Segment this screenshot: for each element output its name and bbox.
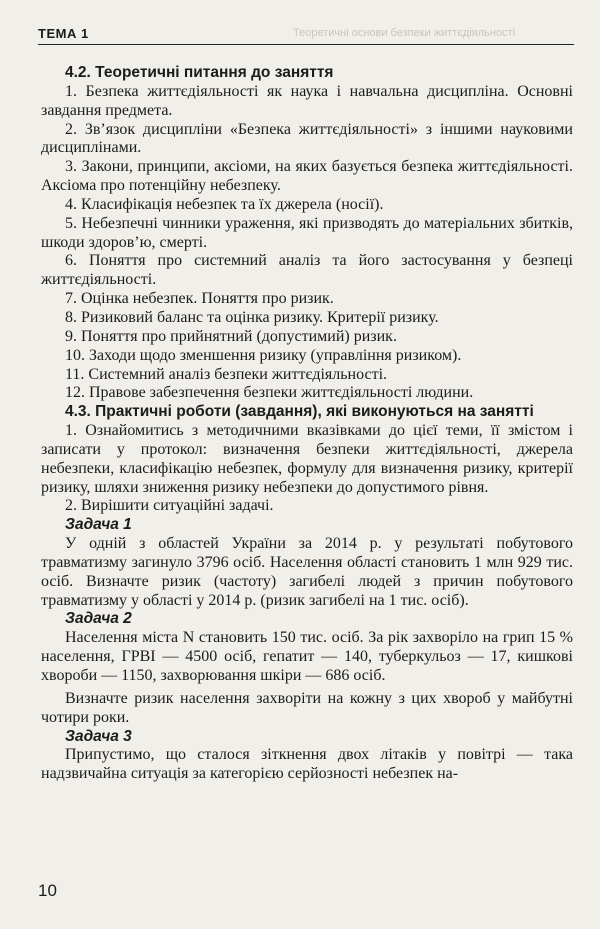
question-item: 8. Ризиковий баланс та оцінка ризику. Критерії ризику. — [65, 308, 439, 326]
question-item: 6. Поняття про системний аналіз та його застосування у безпеці життєдіяльності. — [41, 252, 573, 289]
task-2-question: Визначте ризик населення захворіти на кожну з цих хвороб у майбутні чотири роки. — [41, 689, 573, 726]
page-number: 10 — [38, 881, 57, 900]
task-2-title: Задача 2 — [65, 610, 132, 628]
page-body — [41, 64, 573, 784]
question-item: 10. Заходи щодо зменшення ризику (управління ризиком). — [65, 346, 462, 364]
practical-task-2: 2. Вирішити ситуаційні задачі. — [65, 497, 274, 515]
question-item: 5. Небезпечні чинники ураження, які призводять до матеріальних збитків, шкоди здоров’ю, смерті. — [41, 214, 573, 251]
question-item: 7. Оцінка небезпек. Поняття про ризик. — [65, 290, 334, 308]
task-2-text: Населення міста N становить 150 тис. осіб. За рік захворіло на грип 15 % населення, ГРВІ — 4500 осіб, гепатит — 140, туберкульоз — 17, кишкові хвороби — 1150, захворювання шкіри — 686 осіб. — [41, 629, 573, 684]
question-item: 1. Безпека життєдіяльності як наука і навчальна дисципліна. Основні завдання предмета. — [41, 82, 573, 119]
question-item: 4. Класифікація небезпек та їх джерела (носії). — [65, 195, 384, 213]
task-3-title: Задача 3 — [65, 727, 132, 745]
section-42-title: 4.2. Теоретичні питання до заняття — [65, 64, 334, 81]
question-item: 9. Поняття про прийнятний (допустимий) ризик. — [65, 327, 397, 345]
bleed-through-text: Теоретичні основи безпеки життєдіяльності — [293, 27, 516, 39]
question-item: 3. Закони, принципи, аксіоми, на яких базується безпека життєдіяльності. Аксіома про потенційну небезпеку. — [41, 158, 573, 195]
running-header — [38, 26, 574, 45]
practical-task-1: 1. Ознайомитись з методичними вказівками до цієї теми, її змістом і записати у протокол: визначення безпеки життєдіяльності, джерела небезпеки, класифікацію небезпек, формулу для визначення ризику, критерії ризику, шляхи зниження ризику небезпеки до допустимого рівня. — [41, 422, 573, 496]
chapter-label: ТЕМА 1 — [38, 26, 89, 41]
task-1-title: Задача 1 — [65, 516, 132, 534]
question-item: 11. Системний аналіз безпеки життєдіяльності. — [65, 365, 388, 383]
question-item: 12. Правове забезпечення безпеки життєдіяльності людини. — [65, 384, 474, 402]
question-item: 2. Зв’язок дисципліни «Безпека життєдіяльності» з іншими науковими дисциплінами. — [41, 120, 573, 157]
section-43-title: 4.3. Практичні роботи (завдання), які виконуються на занятті — [65, 403, 534, 421]
task-1-text: У одній з областей України за 2014 р. у результаті побутового травматизму загинуло 3796 осіб. Населення області становить 1 млн 929 тис. осіб. Визначте ризик (частоту) загибелі людей з причин побутового травматизму у області у 2014 р. (ризик загибелі на 1 тис. осіб). — [41, 535, 573, 609]
task-3-text: Припустимо, що сталося зіткнення двох літаків у повітрі — така надзвичайна ситуація за категорією серйозності небезпек на- — [41, 746, 573, 783]
